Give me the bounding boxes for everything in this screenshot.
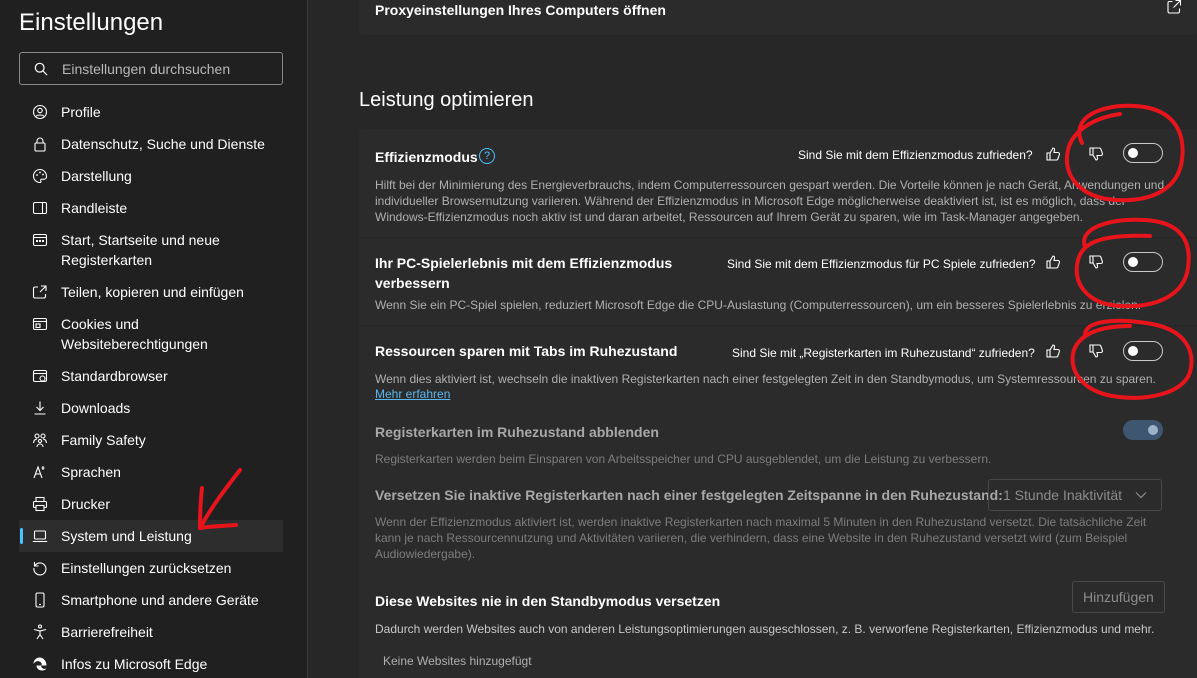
- sidebar-item-family-safety[interactable]: [19, 430, 283, 450]
- sidebar-item-label: Downloads: [61, 400, 131, 416]
- help-icon[interactable]: ?: [479, 148, 495, 164]
- sidebar-item-default-browser[interactable]: [19, 366, 283, 386]
- sidebar-item-label: Start, Startseite und neue Registerkarten: [61, 232, 220, 268]
- download-icon: [32, 400, 48, 416]
- sidebar-item-label: Darstellung: [61, 168, 132, 184]
- efficiency-mode-row: [359, 129, 1197, 237]
- sidebar-item-label: Profile: [61, 104, 101, 120]
- sidebar-item-label: Drucker: [61, 496, 111, 512]
- gaming-desc: Wenn Sie ein PC-Spiel spielen, reduziert Microsoft Edge die CPU-Auslastung (Computerressourcen), um ein besseres Spielerlebnis zu erzielen.: [375, 298, 1142, 312]
- palette-icon: [32, 168, 48, 184]
- sidebar-item-printers[interactable]: [19, 494, 283, 514]
- sleeping-tabs-toggle[interactable]: [1123, 341, 1163, 361]
- thumbs-down-icon[interactable]: [1088, 146, 1104, 162]
- sidebar-item-profile[interactable]: [19, 102, 283, 122]
- accessibility-icon: [32, 624, 48, 640]
- sidebar-item-label: Cookies und Websiteberechtigungen: [61, 316, 208, 352]
- thumbs-up-icon[interactable]: [1045, 343, 1061, 359]
- edge-icon: [32, 656, 48, 672]
- sleep-timeout-desc-line-3: Audiowiedergabe).: [375, 547, 476, 561]
- sidebar-icon: [32, 200, 48, 216]
- sidebar-item-label: System und Leistung: [61, 528, 192, 544]
- fade-sleeping-tabs-title: Registerkarten im Ruhezustand abblenden: [375, 424, 659, 440]
- efficiency-mode-toggle[interactable]: [1123, 143, 1163, 163]
- sleep-timeout-select[interactable]: [988, 479, 1162, 511]
- lock-icon: [32, 136, 48, 152]
- proxy-label: Proxyeinstellungen Ihres Computers öffnen: [375, 2, 666, 18]
- no-sites-added-text: Keine Websites hinzugefügt: [383, 654, 532, 668]
- sidebar-item-label: Family Safety: [61, 432, 146, 448]
- sidebar-item-appearance[interactable]: [19, 166, 283, 186]
- sleeping-tabs-row: [359, 327, 1197, 678]
- search-input[interactable]: [62, 61, 262, 77]
- search-box[interactable]: [19, 52, 283, 85]
- sidebar-item-languages[interactable]: [19, 462, 283, 482]
- sidebar-item-label: Sprachen: [61, 464, 121, 480]
- gaming-title-line-1: Ihr PC-Spielerlebnis mit dem Effizienzmodus: [375, 255, 673, 271]
- proxy-settings-row[interactable]: [359, 0, 1197, 35]
- never-sleep-sites-desc: Dadurch werden Websites auch von anderen Leistungsoptimierungen ausgeschlossen, z. B. verworfene Registerkarten, Effizienzmodus und mehr.: [375, 622, 1155, 636]
- add-site-button[interactable]: Hinzufügen: [1072, 581, 1165, 613]
- settings-sidebar: [0, 0, 308, 678]
- sidebar-item-system-performance[interactable]: [19, 520, 283, 552]
- efficiency-desc-line-3: Windows-Effizienzmodus noch aktiv ist und daran arbeitet, Ressourcen auf Ihrem Gerät zu sparen, wie im Task-Manager angegeben.: [375, 210, 1083, 224]
- sleep-timeout-value: 1 Stunde Inaktivität: [1003, 487, 1123, 503]
- language-icon: [32, 464, 48, 480]
- sidebar-item-label: Infos zu Microsoft Edge: [61, 656, 208, 672]
- printer-icon: [32, 496, 48, 512]
- efficiency-desc-line-1: Hilft bei der Minimierung des Energieverbrauchs, indem Computerressourcen gespart werden. Die Vorteile können je nach Gerät, Anwendungen und: [375, 178, 1165, 192]
- family-icon: [32, 432, 48, 448]
- efficiency-desc-line-2: individueller Browsernutzung variieren. Während der Effizienzmodus in Microsoft Edge möglicherweise deaktiviert ist, ist es möglich, dass der: [375, 194, 1126, 208]
- thumbs-up-icon[interactable]: [1045, 254, 1061, 270]
- fade-sleeping-tabs-desc: Registerkarten werden beim Einsparen von Arbeitsspeicher und CPU ausgeblendet, um die Leistung zu verbessern.: [375, 452, 992, 466]
- never-sleep-sites-title: Diese Websites nie in den Standbymodus versetzen: [375, 593, 721, 609]
- laptop-icon: [32, 528, 48, 544]
- gaming-efficiency-toggle[interactable]: [1123, 252, 1163, 272]
- sidebar-item-devices[interactable]: [19, 590, 283, 610]
- main-content: [309, 0, 1197, 678]
- sleep-timeout-desc-line-1: Wenn der Effizienzmodus aktiviert ist, werden inaktive Registerkarten nach maximal 5 Minuten in den Ruhezustand versetzt. Die tatsächliche Zeit: [375, 515, 1147, 529]
- sleeping-tabs-feedback-question: Sind Sie mit „Registerkarten im Ruhezustand“ zufrieden?: [732, 346, 1035, 360]
- sleeping-tabs-title: Ressourcen sparen mit Tabs im Ruhezustand: [375, 343, 678, 359]
- thumbs-down-icon[interactable]: [1088, 254, 1104, 270]
- sidebar-item-label: Randleiste: [61, 200, 128, 216]
- sidebar-item-share[interactable]: [19, 282, 283, 302]
- sidebar-item-downloads[interactable]: [19, 398, 283, 418]
- cookie-icon: [32, 316, 48, 332]
- sidebar-title: Einstellungen: [19, 9, 164, 36]
- external-link-icon[interactable]: [1166, 0, 1182, 15]
- gaming-efficiency-row: [359, 239, 1197, 325]
- sidebar-item-accessibility[interactable]: [19, 622, 283, 642]
- efficiency-feedback-question: Sind Sie mit dem Effizienzmodus zufrieden?: [798, 148, 1033, 162]
- thumbs-down-icon[interactable]: [1088, 343, 1104, 359]
- browser-icon: [32, 368, 48, 384]
- sleep-timeout-title: Versetzen Sie inaktive Registerkarten nach einer festgelegten Zeitspanne in den Ruhezustand:: [375, 487, 1003, 503]
- sidebar-item-privacy[interactable]: [19, 134, 283, 154]
- sidebar-item-label: Smartphone und andere Geräte: [61, 592, 259, 608]
- sidebar-item-label: Barrierefreiheit: [61, 624, 153, 640]
- profile-icon: [32, 104, 48, 120]
- sidebar-item-label: Datenschutz, Suche und Dienste: [61, 136, 265, 152]
- gaming-title-line-2: verbessern: [375, 275, 450, 291]
- search-icon: [34, 62, 48, 76]
- sidebar-item-label: Einstellungen zurücksetzen: [61, 560, 232, 576]
- fade-sleeping-tabs-toggle[interactable]: [1123, 420, 1163, 440]
- home-tabs-icon: [32, 232, 48, 248]
- sidebar-item-about[interactable]: [19, 654, 283, 674]
- sidebar-item-label: Standardbrowser: [61, 368, 168, 384]
- share-icon: [32, 284, 48, 300]
- sidebar-item-sidebar[interactable]: [19, 198, 283, 218]
- sidebar-item-label: Teilen, kopieren und einfügen: [61, 284, 244, 300]
- sleeping-tabs-desc: Wenn dies aktiviert ist, wechseln die inaktiven Registerkarten nach einer festgelegten Zeit in den Standbymodus, um Systemressourcen zu sparen.: [375, 372, 1156, 386]
- reset-icon: [32, 560, 48, 576]
- thumbs-up-icon[interactable]: [1045, 146, 1061, 162]
- section-title: Leistung optimieren: [359, 89, 534, 111]
- sidebar-item-start-home[interactable]: [19, 230, 283, 270]
- gaming-feedback-question: Sind Sie mit dem Effizienzmodus für PC Spiele zufrieden?: [727, 257, 1036, 271]
- chevron-down-icon: [1135, 491, 1147, 499]
- sidebar-item-reset[interactable]: [19, 558, 283, 578]
- sidebar-item-cookies[interactable]: [19, 314, 283, 354]
- efficiency-mode-title: Effizienzmodus: [375, 149, 478, 165]
- sleep-timeout-desc-line-2: kann je nach Ressourcennutzung und Aktivitäten variieren, die verhindern, dass eine Website in den Ruhezustand versetzt wird (zum Beispiel: [375, 531, 1128, 545]
- learn-more-link[interactable]: Mehr erfahren: [375, 387, 451, 401]
- phone-icon: [32, 592, 48, 608]
